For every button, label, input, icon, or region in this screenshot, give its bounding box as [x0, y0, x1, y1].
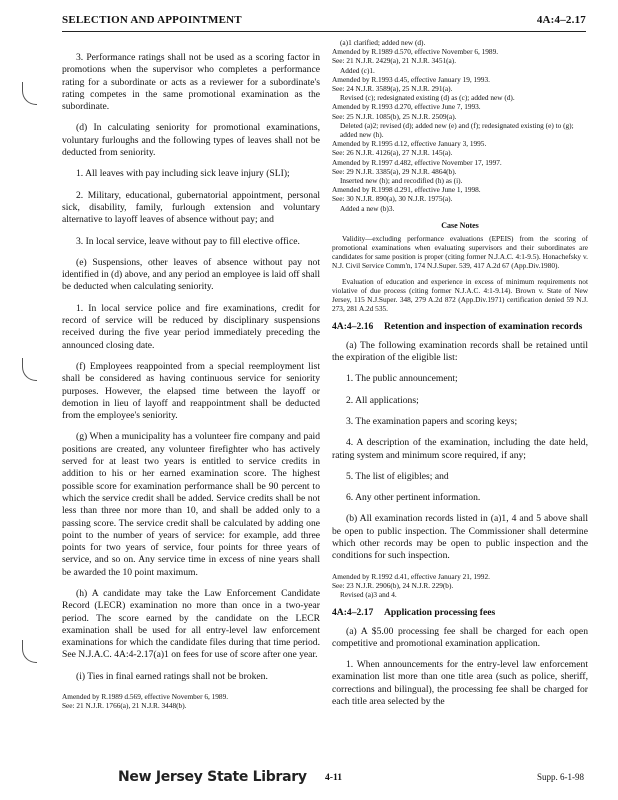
list-item: 3. The examination papers and scoring keys; [346, 415, 518, 427]
paragraph-e1: 1. In local service police and fire examinations, credit for record of service will be reduced by disciplinary suspensions received during the five year period immediately preceding the announced closing date. [62, 302, 320, 351]
paragraph-h: (h) A candidate may take the Law Enforcement Candidate Record (LECR) examination no more than once in a two-year period. The score earned by the candidate on the LECR examination shall be used for all entry-level law enforcement examinations for which the candidate files during that time period. See N.J.A.C. 4A:4-2.17(a)1 on fees for use of score after one year. [62, 587, 320, 661]
history-line: See: 21 N.J.R. 2429(a), 21 N.J.R. 3451(a). [332, 56, 457, 66]
amendment-citation: See: 23 N.J.R. 2906(b), 24 N.J.R. 229(b). [332, 580, 454, 590]
paragraph-2-16-b: (b) All examination records listed in (a)1, 4 and 5 above shall be open to public inspection. The Commissioner shall determine which other records may be open to public inspection and the conditions for such inspection. [332, 513, 588, 562]
section-number: 4A:4–2.16 [332, 321, 374, 333]
paragraph-d2: 2. Military, educational, gubernatorial appointment, personal sick, disability, family, furlough extension and voluntary alternative to layoff leaves of absence without pay; and [62, 189, 320, 226]
supplement-date: Supp. 6-1-98 [537, 772, 584, 782]
section-title: Application processing fees [384, 607, 496, 619]
case-notes-heading: Case Notes [441, 220, 479, 230]
margin-bracket-mark [22, 82, 37, 105]
list-item: 4. A description of the examination, including the date held, rating system and minimum score required, if any; [332, 437, 588, 461]
margin-bracket-mark [22, 358, 37, 381]
history-line: Amended by R.1993 d.270, effective June 7, 1993. [332, 102, 481, 112]
amendment-note: Amended by R.1992 d.41, effective January 21, 1992. [332, 571, 490, 581]
margin-bracket-mark [22, 640, 37, 663]
section-heading-2-17 [332, 607, 588, 619]
section-heading-2-16 [332, 321, 588, 333]
paragraph-i: (i) Ties in final earned ratings shall not be broken. [76, 670, 268, 682]
right-column [332, 38, 588, 717]
history-line: Added (c)1. [340, 65, 375, 75]
history-line: See: 29 N.J.R. 3385(a), 29 N.J.R. 4864(b). [332, 166, 457, 176]
history-line: See: 25 N.J.R. 1085(b), 25 N.J.R. 2509(a). [332, 111, 457, 121]
history-line: Amended by R.1998 d.291, effective June 1, 1998. [332, 185, 481, 195]
history-line: Amended by R.1993 d.45, effective January 19, 1993. [332, 74, 490, 84]
case-note: Validity—excluding performance evaluations (EPEIS) from the scoring of promotional examinations when evaluating supervisors and their subordinates are candidates for same position is proper (citing former N.J.A.C. 4:1-9.5). Honachefsky v. N.J. Civil Service Comm'n, 174 N.J.Super. 539, 417 A.2d 67 (App.Div.1980). [332, 233, 588, 271]
page-footer [0, 768, 618, 792]
section-number: 4A:4–2.17 [332, 607, 374, 619]
library-stamp: New Jersey State Library [118, 769, 307, 785]
amendment-detail: Revised (a)3 and 4. [340, 590, 397, 600]
history-line: Revised (c); redesignated existing (d) as (c); added new (d). [340, 93, 515, 103]
header-section-number: 4A:4–2.17 [536, 14, 586, 26]
paragraph-2-17-a: (a) A $5.00 processing fee shall be charged for each open competitive and promotional examination application. [332, 625, 588, 649]
running-header [62, 14, 586, 32]
paragraph-d1: 1. All leaves with pay including sick leave injury (SLI); [76, 168, 290, 180]
list-item: 6. Any other pertinent information. [346, 492, 481, 504]
paragraph-2-16-a: (a) The following examination records shall be retained until the expiration of the eligible list: [332, 339, 588, 364]
left-column [62, 38, 320, 710]
paragraph-c3: 3. Performance ratings shall not be used as a scoring factor in promotions when the supervisor who completes a performance rating for a subordinate or acts as a reviewer for a subordinate's rating competes in the same promotional examination as the subordinate. [62, 52, 320, 113]
list-item: 2. All applications; [346, 394, 419, 406]
history-line: Inserted new (h); and recodified (h) as (i). [340, 176, 463, 186]
history-line: Amended by R.1995 d.12, effective January 3, 1995. [332, 139, 487, 149]
history-line: See: 30 N.J.R. 890(a), 30 N.J.R. 1975(a). [332, 194, 453, 204]
history-line: See: 26 N.J.R. 4126(a), 27 N.J.R. 145(a). [332, 148, 453, 158]
list-item: 5. The list of eligibles; and [346, 470, 449, 482]
history-line: See: 24 N.J.R. 3589(a), 25 N.J.R. 291(a). [332, 84, 453, 94]
page-number: 4-11 [325, 772, 343, 783]
history-line: (a)1 clarified; added new (d). [340, 38, 426, 47]
paragraph-d3: 3. In local service, leave without pay to fill elective office. [76, 235, 300, 247]
history-line: Deleted (a)2; revised (d); added new (e) and (f); redesignated existing (e) to (g); added new (h). [340, 120, 574, 140]
amendment-citation: See: 21 N.J.R. 1766(a), 21 N.J.R. 3448(b). [62, 701, 187, 711]
history-notes [332, 38, 588, 213]
paragraph-2-17-a1: 1. When announcements for the entry-level law enforcement examination list more than one title area (such as police, sheriff, corrections and bilingual), the processing fee shall be charged for each title area selected by the [332, 659, 588, 708]
history-line: Added a new (b)3. [340, 203, 395, 213]
section-title: Retention and inspection of examination records [384, 321, 583, 333]
case-note: Evaluation of education and experience in excess of minimum requirements not violative of due process (citing former N.J.A.C. 4:1-9.14). Brown v. State of New Jersey, 115 N.J.Super. 348, 279 A.2d 872 (App.Div.1971) certification denied 59 N.J. 273, 281 A.2d 535. [332, 276, 588, 314]
history-line: Amended by R.1989 d.570, effective November 6, 1989. [332, 47, 499, 57]
header-section-title: SELECTION AND APPOINTMENT [62, 14, 242, 26]
history-line: Amended by R.1997 d.482, effective November 17, 1997. [332, 157, 502, 167]
list-item: 1. The public announcement; [346, 373, 458, 385]
paragraph-f: (f) Employees reappointed from a special reemployment list shall be considered as having continuous service for seniority purposes. However, the elapsed time between the layoff or demotion in lieu of layoff and reappointment shall be deducted from the employee's seniority. [62, 360, 320, 422]
paragraph-e: (e) Suspensions, other leaves of absence without pay not identified in (d) above, and any period an employee is laid off shall be deducted when calculating seniority. [62, 256, 320, 293]
paragraph-g: (g) When a municipality has a volunteer fire company and paid positions are created, any volunteer firefighter who has actively served for at least two years is entitled to service credits in addition to his or her earned examination score. The highest possible score for examination performance shall be 90 percent to which the service credit shall be added. Service credits shall be not less than three nor more than 10, and shall be added only to a passing score. The service credit shall be calculated by adding one point to the number of years of service: for example, add three points for two years of service, four points for three years of service, and so on. Any service time in excess of nine years shall be awarded the 10 point maximum. [62, 431, 320, 578]
amendment-note: Amended by R.1989 d.569, effective November 6, 1989. [62, 692, 229, 702]
paragraph-d: (d) In calculating seniority for promotional examinations, voluntary furloughs and the following types of leaves shall not be deducted from seniority. [62, 122, 320, 159]
